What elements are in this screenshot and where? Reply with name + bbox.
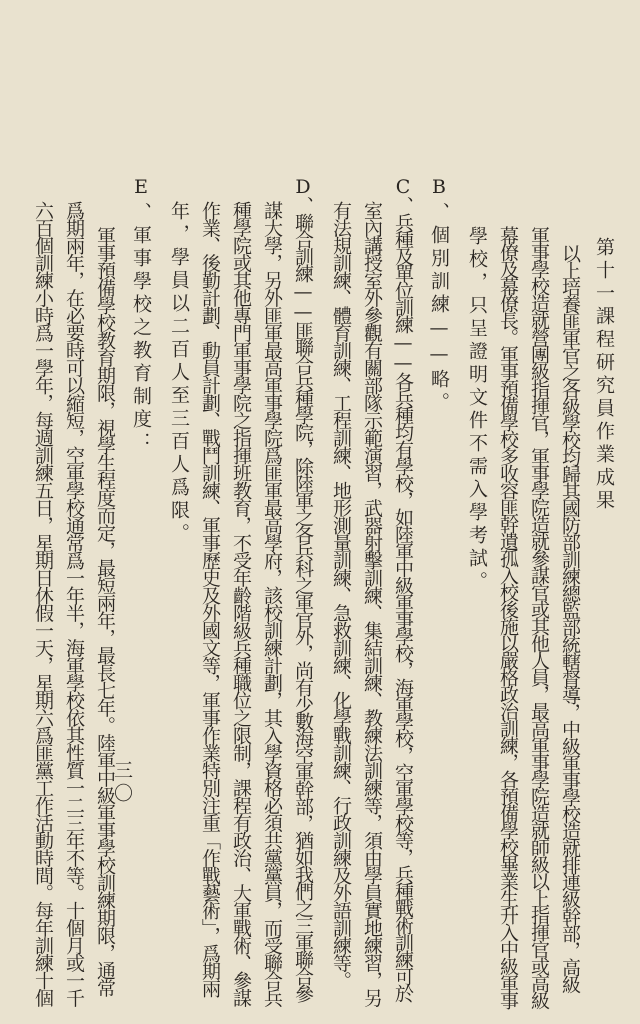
body-line-4: 學校，只呈證明文件不需入學考試。: [466, 226, 488, 594]
section-d-line-5: 年，學員以二百人至三百人爲限。: [168, 201, 190, 546]
section-d-line-1: D、聯合訓練——匪聯合兵種學院，除陸軍之各兵科之軍官外，尚有少數海空軍幹部，猶如我們之三軍聯合參: [292, 176, 314, 1001]
section-c-line-3: 有法規訓練、體育訓練、工程訓練、地形測量訓練、急救訓練、化學戰訓練、行政訓練及外語訓練等。: [330, 201, 352, 989]
body-line-1: 以上培養匪軍官之各級學校均歸其國防部訓練總監部統轄督導，中級軍事學校造就排連級幹部，高級: [559, 244, 581, 992]
body-line-3: 幕僚及幕僚長。軍事預備學校多收容匪幹遺孤入校後施以嚴格政治訓練，各預備學校畢業生升入中級軍事: [497, 226, 519, 1008]
section-d-line-4: 作業、後勤計劃、動員計劃、戰鬥訓練、軍事歷史及外國文等，軍事作業特別注重「作戰藝術」，爲期兩: [199, 201, 221, 997]
section-c-line-1: C、兵種及單位訓練——各兵種均有學校，如陸軍中級軍事學校，海軍學校，空軍學校等，兵種戰術訓練可於: [392, 176, 414, 1001]
running-header: 第十一課程研究員作業成果: [593, 237, 615, 513]
section-e-line-2: 爲期兩年，在必要時可以縮短，空軍學校通常爲一年半，海軍學校依其性質一二三年不等。十個月或一千: [63, 201, 85, 1006]
section-e-line-1: 軍事預備學校教育期限，視學生程度而定，最短兩年，最長七年。陸軍中級軍事學校訓練期限，通常: [94, 226, 116, 996]
section-e-heading: E、軍事學校之教育制度：: [130, 176, 152, 455]
section-b-heading: B、個別訓練——略。: [428, 176, 450, 415]
page-number: 三〇: [111, 760, 133, 806]
section-d-line-2: 謀大學，另外匪軍最高軍事學院爲匪軍最高學府，該校訓練計劃，其入學資格必須共黨黨員，而受聯合兵: [261, 201, 283, 1006]
section-e-line-3: 六百個訓練小時爲一學年，每週訓練五日，星期日休假一天，星期六爲匪黨工作活動時間。每年訓練十個: [32, 201, 54, 1006]
section-d-line-3: 種學院或其他專門軍事學院之指揮班教育，不受年齡階級兵種職位之限制，課程有政治、大軍戰術、參謀: [230, 201, 252, 1006]
section-c-line-2: 室內講授室外參觀有關部隊示範演習，武器射擊訓練、集結訓練、教練法訓練等，須由學員實地練習，另: [361, 201, 383, 1006]
body-line-2: 軍事學校造就營團級指揮官，軍事學院造就參謀官或其他人員，最高軍事學院造就師級以上指揮官或高級: [528, 226, 550, 1008]
